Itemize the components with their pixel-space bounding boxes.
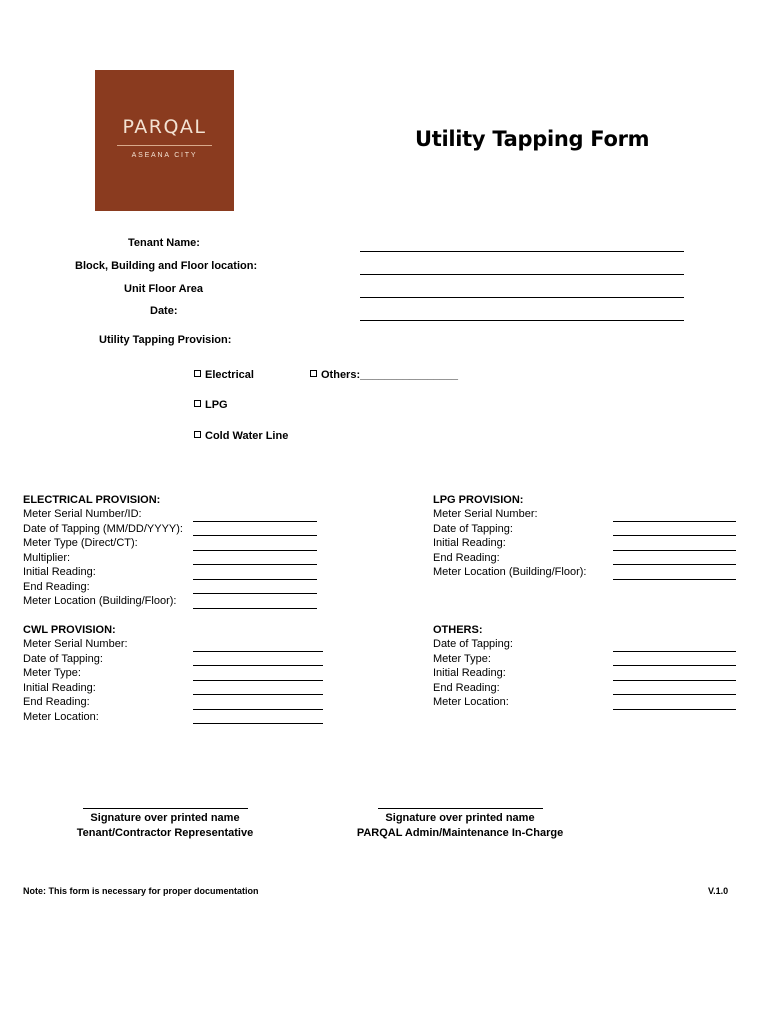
option-cold-water[interactable] [194,430,288,442]
lpg-heading: LPG PROVISION: [433,494,524,506]
electrical-row-label: Meter Type (Direct/CT): [23,537,138,549]
unit-floor-area-field[interactable] [360,297,684,298]
electrical-row-field[interactable] [193,579,317,580]
cwl-row [23,696,324,711]
provision-label: Utility Tapping Provision: [99,334,232,346]
cwl-heading: CWL PROVISION: [23,624,116,636]
cwl-row-field[interactable] [193,709,323,710]
lpg-row-field[interactable] [613,564,736,565]
option-electrical[interactable] [194,369,254,381]
electrical-heading: ELECTRICAL PROVISION: [23,494,161,506]
cold-water-checkbox[interactable] [194,431,201,438]
cwl-row-label: End Reading: [23,696,90,708]
others-checkbox[interactable] [310,370,317,377]
lpg-row [433,508,736,523]
version-label: V.1.0 [708,886,729,896]
electrical-row-field[interactable] [193,550,317,551]
others-row [433,667,736,682]
cwl-row-field[interactable] [193,651,323,652]
admin-signature-line[interactable] [378,808,543,809]
lpg-option-label: LPG [205,399,228,411]
cwl-row [23,711,324,726]
electrical-row-label: Meter Serial Number/ID: [23,508,142,520]
option-lpg[interactable] [194,399,228,411]
others-row-field[interactable] [613,651,736,652]
cwl-row [23,682,324,697]
admin-signature-role: PARQAL Admin/Maintenance In-Charge [356,827,564,839]
electrical-row-label: End Reading: [23,580,90,593]
others-row [433,682,736,697]
others-row-field[interactable] [613,665,736,666]
tenant-signature-role: Tenant/Contractor Representative [76,827,254,839]
lpg-row [433,552,736,567]
lpg-row-label: Meter Serial Number: [433,508,538,520]
location-label: Block, Building and Floor location: [75,260,258,272]
others-row-label: Date of Tapping: [433,638,513,650]
others-row [433,653,736,668]
electrical-row [23,537,318,552]
electrical-row-label: Initial Reading: [23,566,96,578]
electrical-row-label: Date of Tapping (MM/DD/YYYY): [23,522,183,535]
date-label: Date: [150,305,178,317]
electrical-row-label: Meter Location (Building/Floor): [23,595,177,607]
cwl-row-label: Date of Tapping: [23,652,103,665]
lpg-row-label: Meter Location (Building/Floor): [433,566,587,578]
others-row-field[interactable] [613,680,736,681]
others-row [433,696,736,711]
electrical-row [23,581,318,596]
tenant-signature-caption: Signature over printed name [90,812,240,824]
admin-signature-caption: Signature over printed name [385,812,535,824]
date-field[interactable] [360,320,684,321]
cwl-row-field[interactable] [193,680,323,681]
tenant-name-field[interactable] [360,251,684,252]
electrical-row-field[interactable] [193,521,317,522]
electrical-row [23,595,318,610]
lpg-row [433,537,736,552]
cwl-row-label: Meter Type: [23,667,81,679]
electrical-option-label: Electrical [205,369,254,381]
others-row-field[interactable] [613,709,736,710]
electrical-row [23,566,318,581]
logo-divider [117,145,212,146]
lpg-row-field[interactable] [613,579,736,580]
lpg-row-field[interactable] [613,521,736,522]
others-row [433,638,736,653]
cwl-row-field[interactable] [193,665,323,666]
cwl-row [23,638,324,653]
cold-water-option-label: Cold Water Line [205,430,289,442]
others-row-label: Meter Type: [433,652,491,665]
others-row-field[interactable] [613,694,736,695]
electrical-row [23,508,318,523]
logo-brand: PARQAL [122,116,207,138]
lpg-row [433,523,736,538]
lpg-row-field[interactable] [613,535,736,536]
electrical-row-field[interactable] [193,608,317,609]
electrical-row-field[interactable] [193,593,317,594]
option-others[interactable] [310,369,458,381]
electrical-row [23,552,318,567]
others-heading: OTHERS: [433,624,483,636]
lpg-row-label: Date of Tapping: [433,522,513,535]
cwl-row [23,653,324,668]
tenant-signature-line[interactable] [83,808,248,809]
footer-note: Note: This form is necessary for proper documentation [23,886,259,896]
lpg-checkbox[interactable] [194,400,201,407]
electrical-row-field[interactable] [193,535,317,536]
lpg-row [433,566,736,581]
lpg-row-field[interactable] [613,550,736,551]
cwl-row [23,667,324,682]
form-title: Utility Tapping Form [415,127,650,151]
electrical-row [23,523,318,538]
lpg-row-label: Initial Reading: [433,537,506,549]
unit-floor-area-label: Unit Floor Area [124,283,204,295]
electrical-checkbox[interactable] [194,370,201,377]
cwl-row-field[interactable] [193,694,323,695]
logo-subtitle: ASEANA CITY [131,152,198,159]
electrical-row-label: Multiplier: [23,551,71,564]
cwl-row-field[interactable] [193,723,323,724]
cwl-row-label: Meter Serial Number: [23,638,128,650]
others-row-label: Initial Reading: [433,667,506,679]
cwl-row-label: Initial Reading: [23,681,96,694]
others-row-label: Meter Location: [433,696,509,708]
lpg-row-label: End Reading: [433,551,500,564]
others-option-label: Others:________________ [321,369,459,381]
location-field[interactable] [360,274,684,275]
parqal-logo [95,70,234,211]
tenant-name-label: Tenant Name: [128,237,200,249]
others-row-label: End Reading: [433,681,500,694]
cwl-row-label: Meter Location: [23,710,99,723]
electrical-row-field[interactable] [193,564,317,565]
